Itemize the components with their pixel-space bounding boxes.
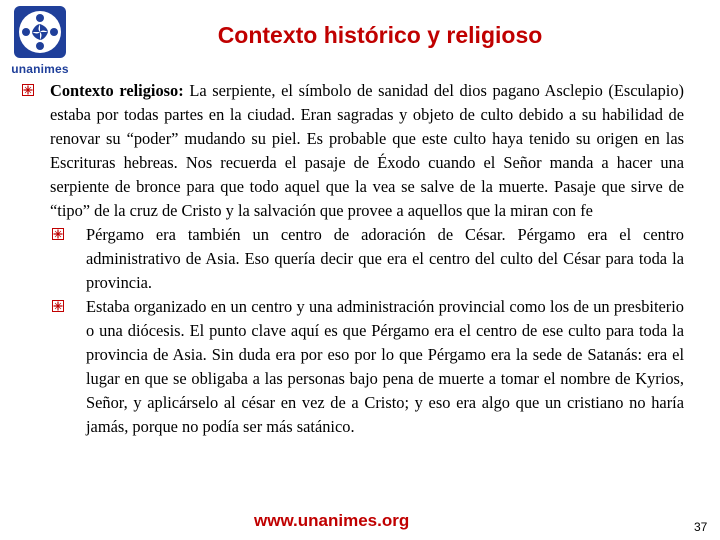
- paragraph-lead: Contexto religioso:: [50, 81, 184, 100]
- page-number: 37: [694, 520, 708, 534]
- slide-content: [16, 79, 684, 439]
- slide-title: Contexto histórico y religioso: [217, 22, 543, 48]
- sub-bullet-2: [16, 295, 684, 439]
- footer-url-link[interactable]: www.unanimes.org: [254, 511, 410, 530]
- sub-bullet-1: [16, 223, 684, 295]
- sub-bullet-text: Pérgamo era también un centro de adoración de César. Pérgamo era el centro administrativo de Asia. Eso quería decir que era el centro del culto del César para toda la provincia.: [86, 225, 684, 292]
- paragraph-contexto-religioso: [16, 79, 684, 223]
- square-cross-bullet-icon: [22, 84, 34, 96]
- sub-bullet-text: Estaba organizado en un centro y una administración provincial como los de un presbiterio o una diócesis. El punto clave aquí es que Pérgamo era el centro de ese culto para toda la provincia de Asia. Sin duda era por eso por lo que Pérgamo era la sede de Satanás: era el lugar en que se obligaba a las personas bajo pena de muerte a tomar el nombre de Kyrios, Señor, y aplicárselo al césar en vez de a Cristo; y eso era algo que un cristiano no haría jamás, porque no podía ser más satánico.: [86, 297, 684, 436]
- square-cross-bullet-icon: [52, 300, 64, 312]
- logo-text: unanimes: [11, 62, 69, 76]
- paragraph-body: La serpiente, el símbolo de sanidad del dios pagano Asclepio (Esculapio) estaba por todas partes en la ciudad. Eran sagradas y objeto de culto debido a su habilidad de renovar su “poder” mudando su piel. Es probable que este culto haya tenido su origen en las Escrituras hebreas. Nos recuerda el pasaje de Éxodo cuando el Señor manda a hacer una serpiente de bronce para que todo aquel que la vea se salve de la muerte. Pasaje que sirve de “tipo” de la cruz de Cristo y la salvación que provee a aquellos que la miran con fe: [50, 81, 684, 220]
- square-cross-bullet-icon: [52, 228, 64, 240]
